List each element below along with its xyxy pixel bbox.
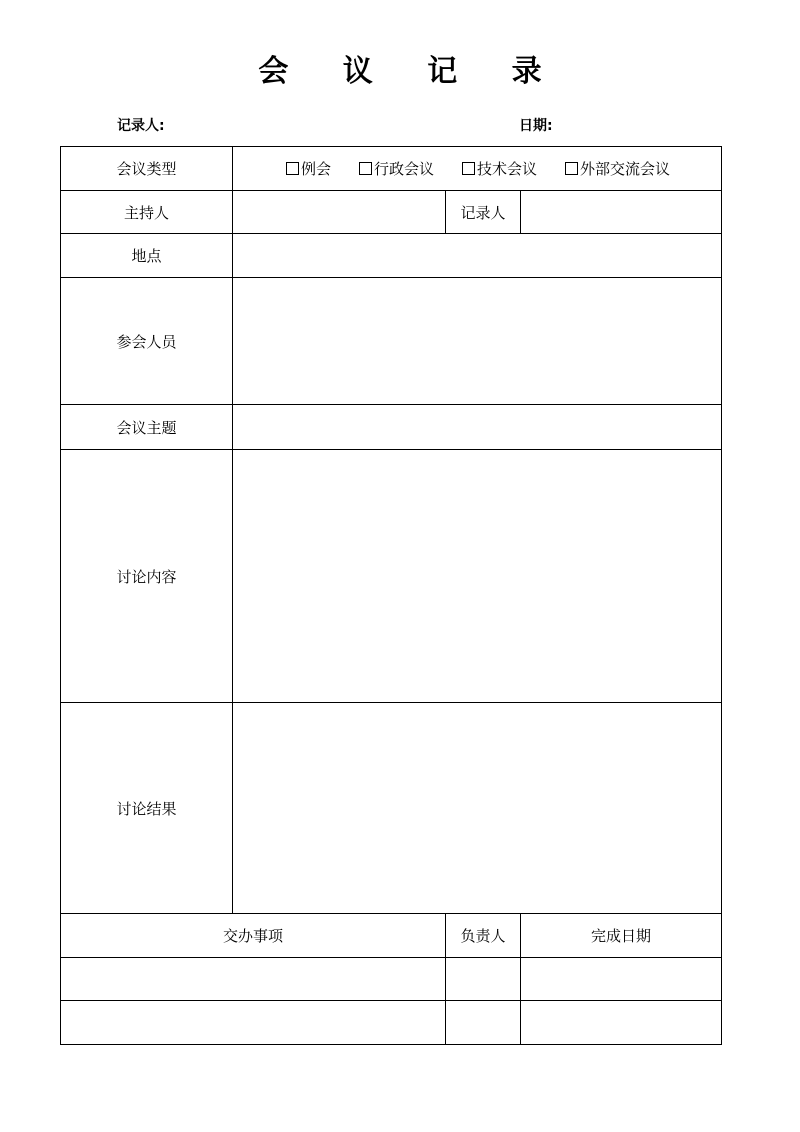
option-label: 技术会议 bbox=[477, 160, 538, 178]
row-topic bbox=[61, 405, 722, 450]
meeting-type-options bbox=[233, 147, 722, 191]
row-discussion bbox=[61, 450, 722, 703]
result-field[interactable] bbox=[233, 703, 722, 914]
checkbox-icon[interactable] bbox=[359, 162, 372, 175]
recorder-field[interactable] bbox=[521, 191, 722, 234]
action-items-label: 交办事项 bbox=[61, 914, 446, 958]
due-date-field[interactable] bbox=[521, 958, 722, 1001]
option-regular-meeting[interactable] bbox=[286, 158, 331, 179]
host-label: 主持人 bbox=[61, 191, 233, 234]
location-field[interactable] bbox=[233, 234, 722, 278]
owner-label: 负责人 bbox=[446, 914, 521, 958]
owner-field[interactable] bbox=[446, 958, 521, 1001]
row-attendees bbox=[61, 278, 722, 405]
header-recorder-label: 记录人: bbox=[117, 118, 165, 134]
location-label: 地点 bbox=[61, 234, 233, 278]
discussion-label: 讨论内容 bbox=[61, 450, 233, 703]
option-tech-meeting[interactable] bbox=[462, 158, 537, 179]
attendees-label: 参会人员 bbox=[61, 278, 233, 405]
discussion-field[interactable] bbox=[233, 450, 722, 703]
option-admin-meeting[interactable] bbox=[359, 158, 434, 179]
page-title: 会 议 记 录 bbox=[258, 54, 564, 89]
row-host bbox=[61, 191, 722, 234]
due-date-label: 完成日期 bbox=[521, 914, 722, 958]
result-label: 讨论结果 bbox=[61, 703, 233, 914]
checkbox-icon[interactable] bbox=[462, 162, 475, 175]
table-row bbox=[61, 958, 722, 1001]
topic-label: 会议主题 bbox=[61, 405, 233, 450]
owner-field[interactable] bbox=[446, 1001, 521, 1045]
action-item-field[interactable] bbox=[61, 1001, 446, 1045]
due-date-field[interactable] bbox=[521, 1001, 722, 1045]
option-label: 例会 bbox=[300, 160, 331, 178]
option-label: 外部交流会议 bbox=[580, 160, 671, 178]
row-action-header bbox=[61, 914, 722, 958]
action-item-field[interactable] bbox=[61, 958, 446, 1001]
host-field[interactable] bbox=[233, 191, 446, 234]
meeting-record-form bbox=[60, 146, 722, 1045]
option-external-meeting[interactable] bbox=[565, 158, 670, 179]
checkbox-icon[interactable] bbox=[286, 162, 299, 175]
header-date-label: 日期: bbox=[519, 118, 553, 134]
table-row bbox=[61, 1001, 722, 1045]
recorder-label: 记录人 bbox=[446, 191, 521, 234]
row-result bbox=[61, 703, 722, 914]
topic-field[interactable] bbox=[233, 405, 722, 450]
row-meeting-type bbox=[61, 147, 722, 191]
row-location bbox=[61, 234, 722, 278]
attendees-field[interactable] bbox=[233, 278, 722, 405]
meeting-type-label: 会议类型 bbox=[61, 147, 233, 191]
checkbox-icon[interactable] bbox=[565, 162, 578, 175]
option-label: 行政会议 bbox=[373, 160, 434, 178]
